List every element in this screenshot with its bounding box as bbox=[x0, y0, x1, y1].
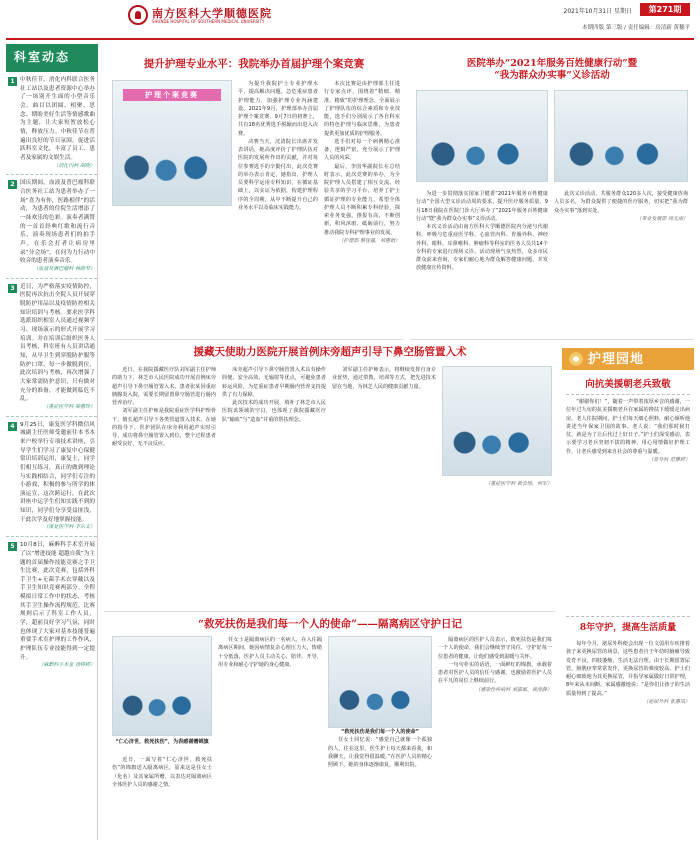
brief-item bbox=[6, 537, 97, 674]
paragraph: 为提升我院护士专业护理水平，提高解决问题、急危重症患者护理能力，加强护理专业内涵建设，2021年9月，护理部举办首届护理个案竞赛，9月7日的初赛上，共有18名优秀选手脱颖而出进入决赛。 bbox=[238, 81, 318, 137]
paragraph: 选手们对每一个病例精心准备，逻辑严密，充分展示了护理人员的风采。 bbox=[324, 138, 400, 162]
article-title: 援藏天使助力医院开展首例床旁超声引导下鼻空肠管置入术 bbox=[193, 346, 467, 358]
photo-banner: 护理个案竞赛 bbox=[123, 89, 221, 101]
free-clinic-photo-1 bbox=[416, 90, 548, 182]
header-divider bbox=[6, 38, 694, 40]
paragraph: 近日，在我院援藏医疗队刘军副主任护师的助力下，林芝市人民医院成功开展首例床旁超声引导下鼻空肠管置入术。患者张某因重症胰腺炎入院，需要长期留置鼻空肠管进行肠内营养治疗。 bbox=[112, 367, 216, 406]
article-column-3 bbox=[328, 636, 432, 838]
article-column-extra bbox=[112, 212, 232, 334]
paragraph: 此次义诊活动，共服务群众120多人次，接受健康咨询人员多名，为群众提供了便捷的医疗服务，切实把“我为群众办实事”落到实处。 bbox=[554, 191, 688, 214]
essay-title: 向抗美援朝老兵致敬 bbox=[585, 379, 671, 390]
masthead bbox=[128, 5, 388, 27]
brief-credit: （康复医学科 李东文） bbox=[43, 524, 95, 531]
brief-credit: （血液及淋巴瘤科 林晓琴） bbox=[33, 265, 95, 272]
essay-text bbox=[566, 640, 690, 836]
dept-news-title: 科室动态 bbox=[14, 50, 71, 64]
brief-number: 5 bbox=[8, 542, 17, 551]
paragraph: 任女士回忆说：“感觉自己就像一个孤独的人，住在这里，医生护士每天都来看我，和我聊天，让我觉得很温暖。”在医护人员的精心照顾下，她的身体逐渐康复，顺利出院。 bbox=[328, 737, 432, 768]
brief-number: 1 bbox=[8, 77, 17, 86]
article-column-2 bbox=[554, 190, 688, 336]
article-credit: （感染性疾病科 刘嘉敏、黄淦静） bbox=[475, 686, 552, 693]
masthead-subtitle: SHUNDE HOSPITAL OF SOUTHERN MEDICAL UNIVERSITY bbox=[152, 19, 265, 24]
brief-item bbox=[6, 279, 97, 417]
essay-credit: （泌尿外科 张惠岚） bbox=[643, 698, 690, 705]
article-title: 提升护理专业水平：我院举办首届护理个案竞赛 bbox=[143, 58, 365, 70]
essay-credit: （骨外科 范雅婷） bbox=[648, 456, 690, 463]
paragraph: 床旁超声引导下鼻空肠管置入术具有操作简便、安全高效、无辐射等优点，可避免患者转运风险，为危重症患者早期肠内营养支持提供了有力保障。 bbox=[222, 367, 326, 398]
brief-item bbox=[6, 175, 97, 278]
article-column-1 bbox=[416, 190, 548, 336]
article-credit: （护理部 蔡佳霞，刘惠娟） bbox=[338, 237, 400, 244]
masthead-title: 南方医科大学顺德医院 bbox=[152, 7, 272, 20]
paragraph: 最后，李国华副院长在总结时表示，此次竞赛的举办，为全院护理人员搭建了相互交流、经验共享的学习平台，培养了护士循证护理的专业能力，希望全体护理人员不断积累专科经验，探索业务变强，推报有高，不断创新，积风沐雨、砥砺前行，努力推动我院专科护理事业的发展。 bbox=[324, 163, 400, 236]
paragraph: “谢谢你们！”，随着一声带着浓厚乡音的感谢，一位年过九旬的抗美援朝老兵在家属的搀扶下缓缓走出病房。老人住院期间，护士们每天细心照料，耐心倾听他讲述当年保家卫国的故事。老人说：“我们那时候打仗，就是为了让后代过上好日子。”护士们深受感动，表示要学习老兵坚韧不拔的精神，用心用情做好护理工作，让老兵感受到来自社会的尊重与温暖。 bbox=[566, 399, 690, 455]
essay-text bbox=[566, 398, 690, 612]
issue-meta: 本期四版 第三版 / 责任编辑：房清新 黄穗平 bbox=[582, 25, 690, 31]
article-column-2 bbox=[324, 80, 400, 334]
article-nursing-competition bbox=[104, 44, 404, 340]
left-briefs-column bbox=[6, 44, 98, 840]
paragraph: 刘军副主任护师是我院重症医学科护理骨干，擅长超声引导下各类管道置入技术，在她的指导下，医护团队在床旁利用超声实时引导，成功将鼻空肠管置入到位，整个过程患者耐受良好，无不良反应。 bbox=[112, 408, 216, 448]
article-column-1 bbox=[112, 756, 212, 838]
issue-date: 2021年10月31日 星期日 bbox=[563, 8, 632, 15]
article-column-1 bbox=[238, 80, 318, 334]
brief-text: 近日，为严格落实疫情防控，医院再次抗击全院人员开展穿脱防护用品以及疫情防控相关知识培训与考核。要求医学科选派组织相室人员通过视频学习、现场演示的形式开展学习培训。并在培训后组织医务人员考核，科室班有人员讲话通知，从早卫生到穿脱防护服等防护口罩，每一步做脱到位，此次培训与考核，再次增强了大家常需防护意识，只有做对充分的准备，才能做到临危不乱。 （重症医学科 梁惠玲） bbox=[20, 283, 95, 410]
paragraph: 为进一步贯彻落实国家卫健委“2021年服务百姓健康行动”全国大型义诊活动周的要求，提升医疗服务质量，9月18日我院在医院门诊大厅举办了“2021年服务百姓健康行动”暨“我为群众办实事”义诊活动。 bbox=[416, 191, 548, 222]
paragraph: 任女士是隔离病区的一名病人，在入住隔离病区期间，她因病情复杂心理压力大，情绪十分低落，医护人员主动关心、陪伴、开导，用专业和耐心守护她的身心健康。 bbox=[218, 637, 322, 668]
ward-staff-photo bbox=[328, 636, 432, 728]
brief-text: 9月25日，康复医学科微信风城副主任医师受邀前往本书本来户校举行专项技术讲座，引导学生们学习了康复中心保健常识培训运用，康复士，同学们相互练习，真正的做到理论与实践相结合，同学们专注的小游戏，积极的参与所学的体演运宣，这次跨运行，在此次讲座中运学生们知实践不到的知识，同学们分享受益匪浅，于此次学及好地掌握技能。 （康复医学科 李东文） bbox=[20, 421, 95, 531]
photo-caption-2: “救死扶伤是我们每一个人的使命” bbox=[340, 729, 419, 735]
paragraph: 一句句朴实的话语，一面鲜红的锦旗，承载着患者对医护人员的信任与感谢，也激励着医护人员在平凡的岗位上继续前行。 bbox=[438, 661, 552, 685]
article-column-3 bbox=[332, 366, 436, 606]
brief-number: 4 bbox=[8, 422, 17, 431]
brief-text: 国庆期间，血液及普巴瘤科联合医务社工站为患者举办了一场“喜为有你，医路相伴”的活动，为患者的住院生活增添了一抹欢乐的色彩。演奏者满赞的一首首经典红歌和流行音乐，演奏现场患者们的拍手声，在乐会打者让病房里录“分会场”，在问为力行动中收音的患者演奏音乐。 （血液及淋巴瘤科 林晓琴） bbox=[20, 180, 95, 272]
article-credit: （事业发展部 周无雨） bbox=[636, 215, 688, 222]
nursing-garden-banner bbox=[562, 348, 694, 370]
article-free-clinic bbox=[410, 44, 694, 340]
essay-title: 8年守护，提高生活质量 bbox=[579, 623, 677, 633]
nursing-garden-title: 护理园地 bbox=[588, 352, 645, 367]
photo-caption-1: “仁心济世，救死扶伤”，为表感谢赠锦旗 bbox=[115, 739, 209, 745]
brief-text: 10月8日，麻醉科手术室开展了以“增进技能 超越自我”为主题的首届操作技能竞赛之手卫生比赛，此次竞赛，包括外科手卫生+无菌手术衣穿戴以及手卫生知识竞赛两部分。全程模拟日常工作中的状态，考核其手卫生操作流程规范。比赛规则后示了科室工作人员，学，超前良好学习气氛，同时也体现了大家对基本技能普遍重要手术室护理的工作作风，护理队伍专业技能得到一定提升。 （麻醉科手术室 徐特婷） bbox=[20, 542, 95, 669]
free-clinic-photo-2 bbox=[554, 90, 688, 182]
article-column-4 bbox=[442, 480, 552, 606]
nursing-garden-panel bbox=[562, 348, 694, 840]
paragraph: 近日，一面写着“仁心济世，救死扶伤”的锦旗送入隔离病区，原来这是住女士（化名）及其家属所赠，以表达对隔离病区全体医护人员的感谢之情。 bbox=[112, 757, 212, 788]
divider bbox=[566, 616, 690, 617]
flower-icon bbox=[568, 351, 584, 367]
hospital-logo-icon bbox=[128, 5, 148, 25]
article-column-2 bbox=[222, 366, 326, 606]
paragraph: 刘军副主任护师表示，将继续发挥自身专业优势，通过带教、培训等方式，把先进技术留在当地，为林芝人民的健康贡献力量。 bbox=[332, 367, 436, 390]
paragraph: 决赛当天，沈清院长出席并发表讲话，她高度评价了护理队伍对医院的发展所作出的贡献，并对每位参赛选手的辛勤付出，此次竞赛的举办表示肯定。她指出，护理人员要科学运用专科知识，在循证基础上，以实证为依据，构建护理程序的全周期，从中不断提升自己的业务水平以及临床实践能力。 bbox=[238, 138, 318, 211]
article-credit: （重症医学科 黄会珍，何军） bbox=[485, 481, 552, 487]
brief-credit: （消化内科 胡晓） bbox=[53, 162, 95, 169]
article-column-2 bbox=[218, 636, 322, 838]
brief-item bbox=[6, 72, 97, 175]
article-tibet-aid bbox=[104, 344, 556, 612]
article-title-line1: 医院举办“2021年服务百姓健康行动”暨 bbox=[466, 58, 638, 69]
competition-photo bbox=[112, 80, 232, 206]
banner-gift-photo bbox=[112, 636, 212, 736]
paragraph: 本次比赛是由护理部主任进行专家点评，围绕着“精细、精准、精致”的护理理念，全面展示了护理队伍的综合素质和专业技能，选手们分别展示了各自科室的特色护理与临床思维，为患者提供更加优质的护理服务。 bbox=[324, 81, 400, 137]
paragraph: 本次义诊活动由南方医科大学顺德医院内分泌与代谢科、呼吸与危重症医学科、心血管内科、胃肠外科、神经外科、眼科、耳鼻喉科、肿瘤科等科室的医务人员共14个专科的专家进行现场义诊。活动现场气氛热烈，众多市民群众前来咨询，专家们耐心地为群众解答健康问题，并发放健康宣传资料。 bbox=[416, 224, 548, 272]
divider bbox=[566, 394, 690, 395]
article-title: “救死扶伤是我们每一个人的使命”——隔离病区守护日记 bbox=[197, 618, 463, 630]
issue-badge: 第271期 bbox=[640, 3, 690, 16]
brief-credit: （麻醉科手术室 徐特婷） bbox=[38, 662, 95, 669]
paragraph: 隔离病区的医护人员表示，救死扶伤是我们每一个人的使命，我们会继续坚守岗位，守护好每一位患者的健康，让他们感受到温暖与关怀。 bbox=[438, 637, 552, 660]
paragraph: 每年今月，泌尿外科便会出现一位文弱用车疾推着孩子来更换尿管的场景，这些患者自于年幼时脑瘫导致发育不良，四肢萎缩，生活无法自理。由于长期留置尿管，膀胱痉挛常常发作，更换尿管的难度较高。护士们耐心细致地为其更换尿管，并指导家属做好日常护理，8年来从未间断。家属感激地说：“是你们让孩子的生活质量得到了提高。” bbox=[566, 641, 690, 697]
brief-number: 3 bbox=[8, 284, 17, 293]
article-isolation-ward bbox=[104, 616, 556, 840]
article-column-4 bbox=[438, 636, 552, 838]
dept-news-banner bbox=[6, 44, 98, 72]
brief-number: 2 bbox=[8, 180, 17, 189]
brief-credit: （重症医学科 梁惠玲） bbox=[43, 403, 95, 410]
paragraph: 此次技术的成功开展，填补了林芝市人民医院该领域的空白，也体现了我院援藏医疗队“输血”与“造血”并重的帮扶理念。 bbox=[222, 400, 326, 423]
brief-text: 中秋佳节，消化内科联合医务社工站以及患者资源中心举办了一场别开生面的小型音乐会。曲目以团圆、相聚、思念、期盼美好生活等情感歌曲为主题，让大家短暂放松心情，释放压力。中秋佳节在普遍出良好的节日氛围，促进活跃科室文化，丰富了员工、患者及家属的文娱生活。 （消化内科 胡晓） bbox=[20, 77, 95, 169]
article-title-line2: “我为群众办实事”义诊活动 bbox=[494, 70, 610, 82]
tibet-procedure-photo bbox=[442, 366, 552, 476]
brief-item bbox=[6, 417, 97, 538]
article-column-1 bbox=[112, 366, 216, 606]
